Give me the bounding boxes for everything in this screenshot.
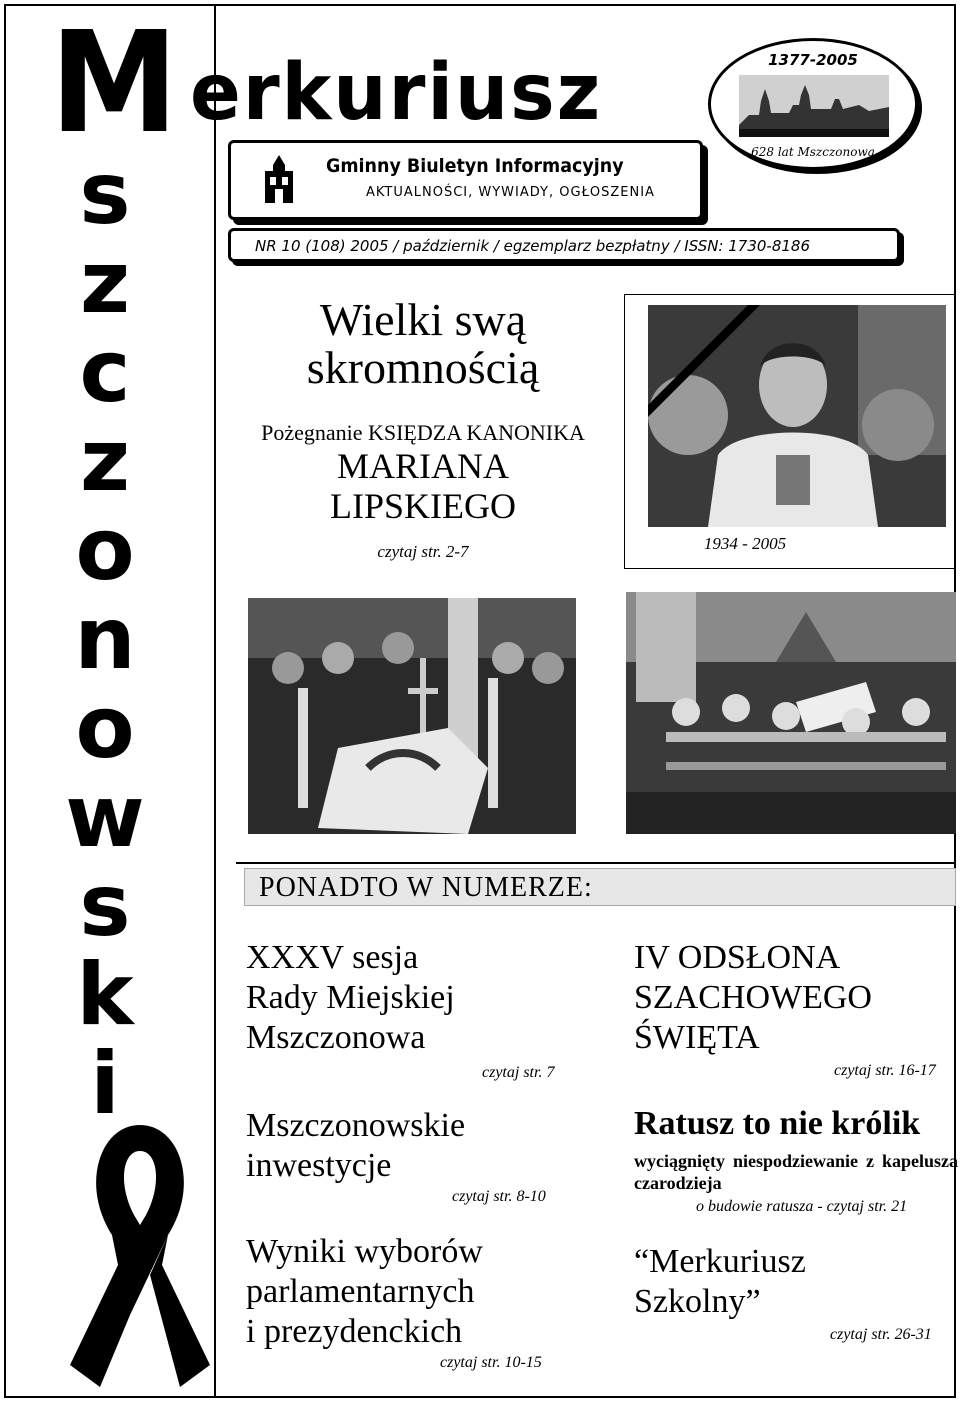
vertical-letter: o — [75, 500, 135, 600]
contents-item-school[interactable] — [634, 1242, 806, 1322]
contents-heading — [244, 868, 956, 906]
item-read-more[interactable]: czytaj str. 16-17 — [834, 1062, 936, 1079]
masthead-vertical-word — [50, 144, 160, 1134]
item-line: XXXV sesja — [246, 939, 419, 976]
bulletin-title: Gminny Biuletyn Informacyjny — [326, 155, 624, 177]
cover-name — [228, 446, 618, 526]
cover-headline-line: skromnością — [306, 342, 540, 393]
contents-item-chess[interactable] — [634, 938, 872, 1058]
cover-lead: Pożegnanie KSIĘDZA KANONIKA — [261, 420, 585, 445]
contents-item-session[interactable] — [246, 938, 455, 1058]
vertical-letter: o — [75, 678, 135, 778]
masthead-title: erkuriusz — [190, 48, 603, 138]
item-line: SZACHOWEGO — [634, 979, 872, 1016]
item-read-more[interactable]: czytaj str. 7 — [482, 1064, 555, 1081]
vertical-letter: z — [79, 411, 131, 511]
item-line: “Merkuriusz — [634, 1243, 806, 1280]
anniversary-oval — [708, 38, 918, 170]
cover-headline-line: Wielki swą — [319, 294, 527, 345]
funeral-photo-right — [626, 592, 956, 834]
vertical-letter: z — [79, 233, 131, 333]
cover-name-line: LIPSKIEGO — [330, 486, 516, 526]
item-line: IV ODSŁONA — [634, 939, 841, 976]
vertical-letter: i — [90, 1034, 120, 1134]
portrait-photo — [648, 305, 946, 527]
item-line: Mszczonowskie — [246, 1107, 466, 1144]
item-read-more[interactable]: czytaj str. 26-31 — [830, 1326, 932, 1343]
issue-info: NR 10 (108) 2005 / październik / egzemplarz bezpłatny / ISSN: 1730-8186 — [255, 237, 811, 255]
vertical-letter: c — [79, 322, 131, 422]
item-description: wyciągnięty niespodziewanie z kapelusza czarodzieja — [634, 1151, 958, 1193]
vertical-letter: n — [74, 589, 136, 689]
town-crest-icon — [261, 153, 297, 209]
funeral-photo-left — [248, 598, 576, 834]
mourning-ribbon-icon — [60, 1115, 220, 1395]
item-line: Szkolny” — [634, 1283, 761, 1320]
contents-item-investments[interactable] — [246, 1106, 465, 1186]
contents-item-town-hall[interactable]: Ratusz to nie królik — [634, 1105, 921, 1142]
vertical-letter: k — [76, 945, 134, 1045]
item-line: i prezydenckich — [246, 1313, 463, 1350]
vertical-letter: s — [79, 144, 131, 244]
item-line: parlamentarnych — [246, 1273, 475, 1310]
anniversary-years: 1377-2005 — [768, 51, 858, 69]
cover-name-line: MARIANA — [336, 446, 509, 486]
item-line: Mszczonowa — [246, 1019, 426, 1056]
contents-heading-text: PONADTO W NUMERZE: — [259, 872, 593, 903]
item-line: ŚWIĘTA — [634, 1019, 760, 1056]
cover-read-more[interactable]: czytaj str. 2-7 — [377, 542, 469, 561]
item-line: Rady Miejskiej — [246, 979, 455, 1016]
portrait-caption: 1934 - 2005 — [703, 534, 787, 553]
bulletin-subtitle: AKTUALNOŚCI, WYWIADY, OGŁOSZENIA — [366, 185, 655, 200]
town-skyline-icon — [739, 75, 889, 137]
item-read-more[interactable]: czytaj str. 10-15 — [440, 1354, 542, 1371]
masthead-initial: M — [50, 2, 175, 165]
cover-headline — [228, 296, 618, 392]
vertical-letter: s — [79, 856, 131, 956]
issue-bar — [228, 228, 900, 262]
item-line: inwestycje — [246, 1147, 392, 1184]
section-rule — [236, 862, 956, 864]
vertical-letter: w — [65, 767, 145, 867]
item-line: Wyniki wyborów — [246, 1233, 483, 1270]
item-read-more[interactable]: czytaj str. 8-10 — [452, 1188, 546, 1205]
contents-item-elections[interactable] — [246, 1232, 483, 1352]
anniversary-caption: 628 lat Mszczonowa — [751, 145, 875, 159]
item-read-more[interactable]: o budowie ratusza - czytaj str. 21 — [696, 1198, 908, 1215]
bulletin-box — [228, 140, 703, 220]
